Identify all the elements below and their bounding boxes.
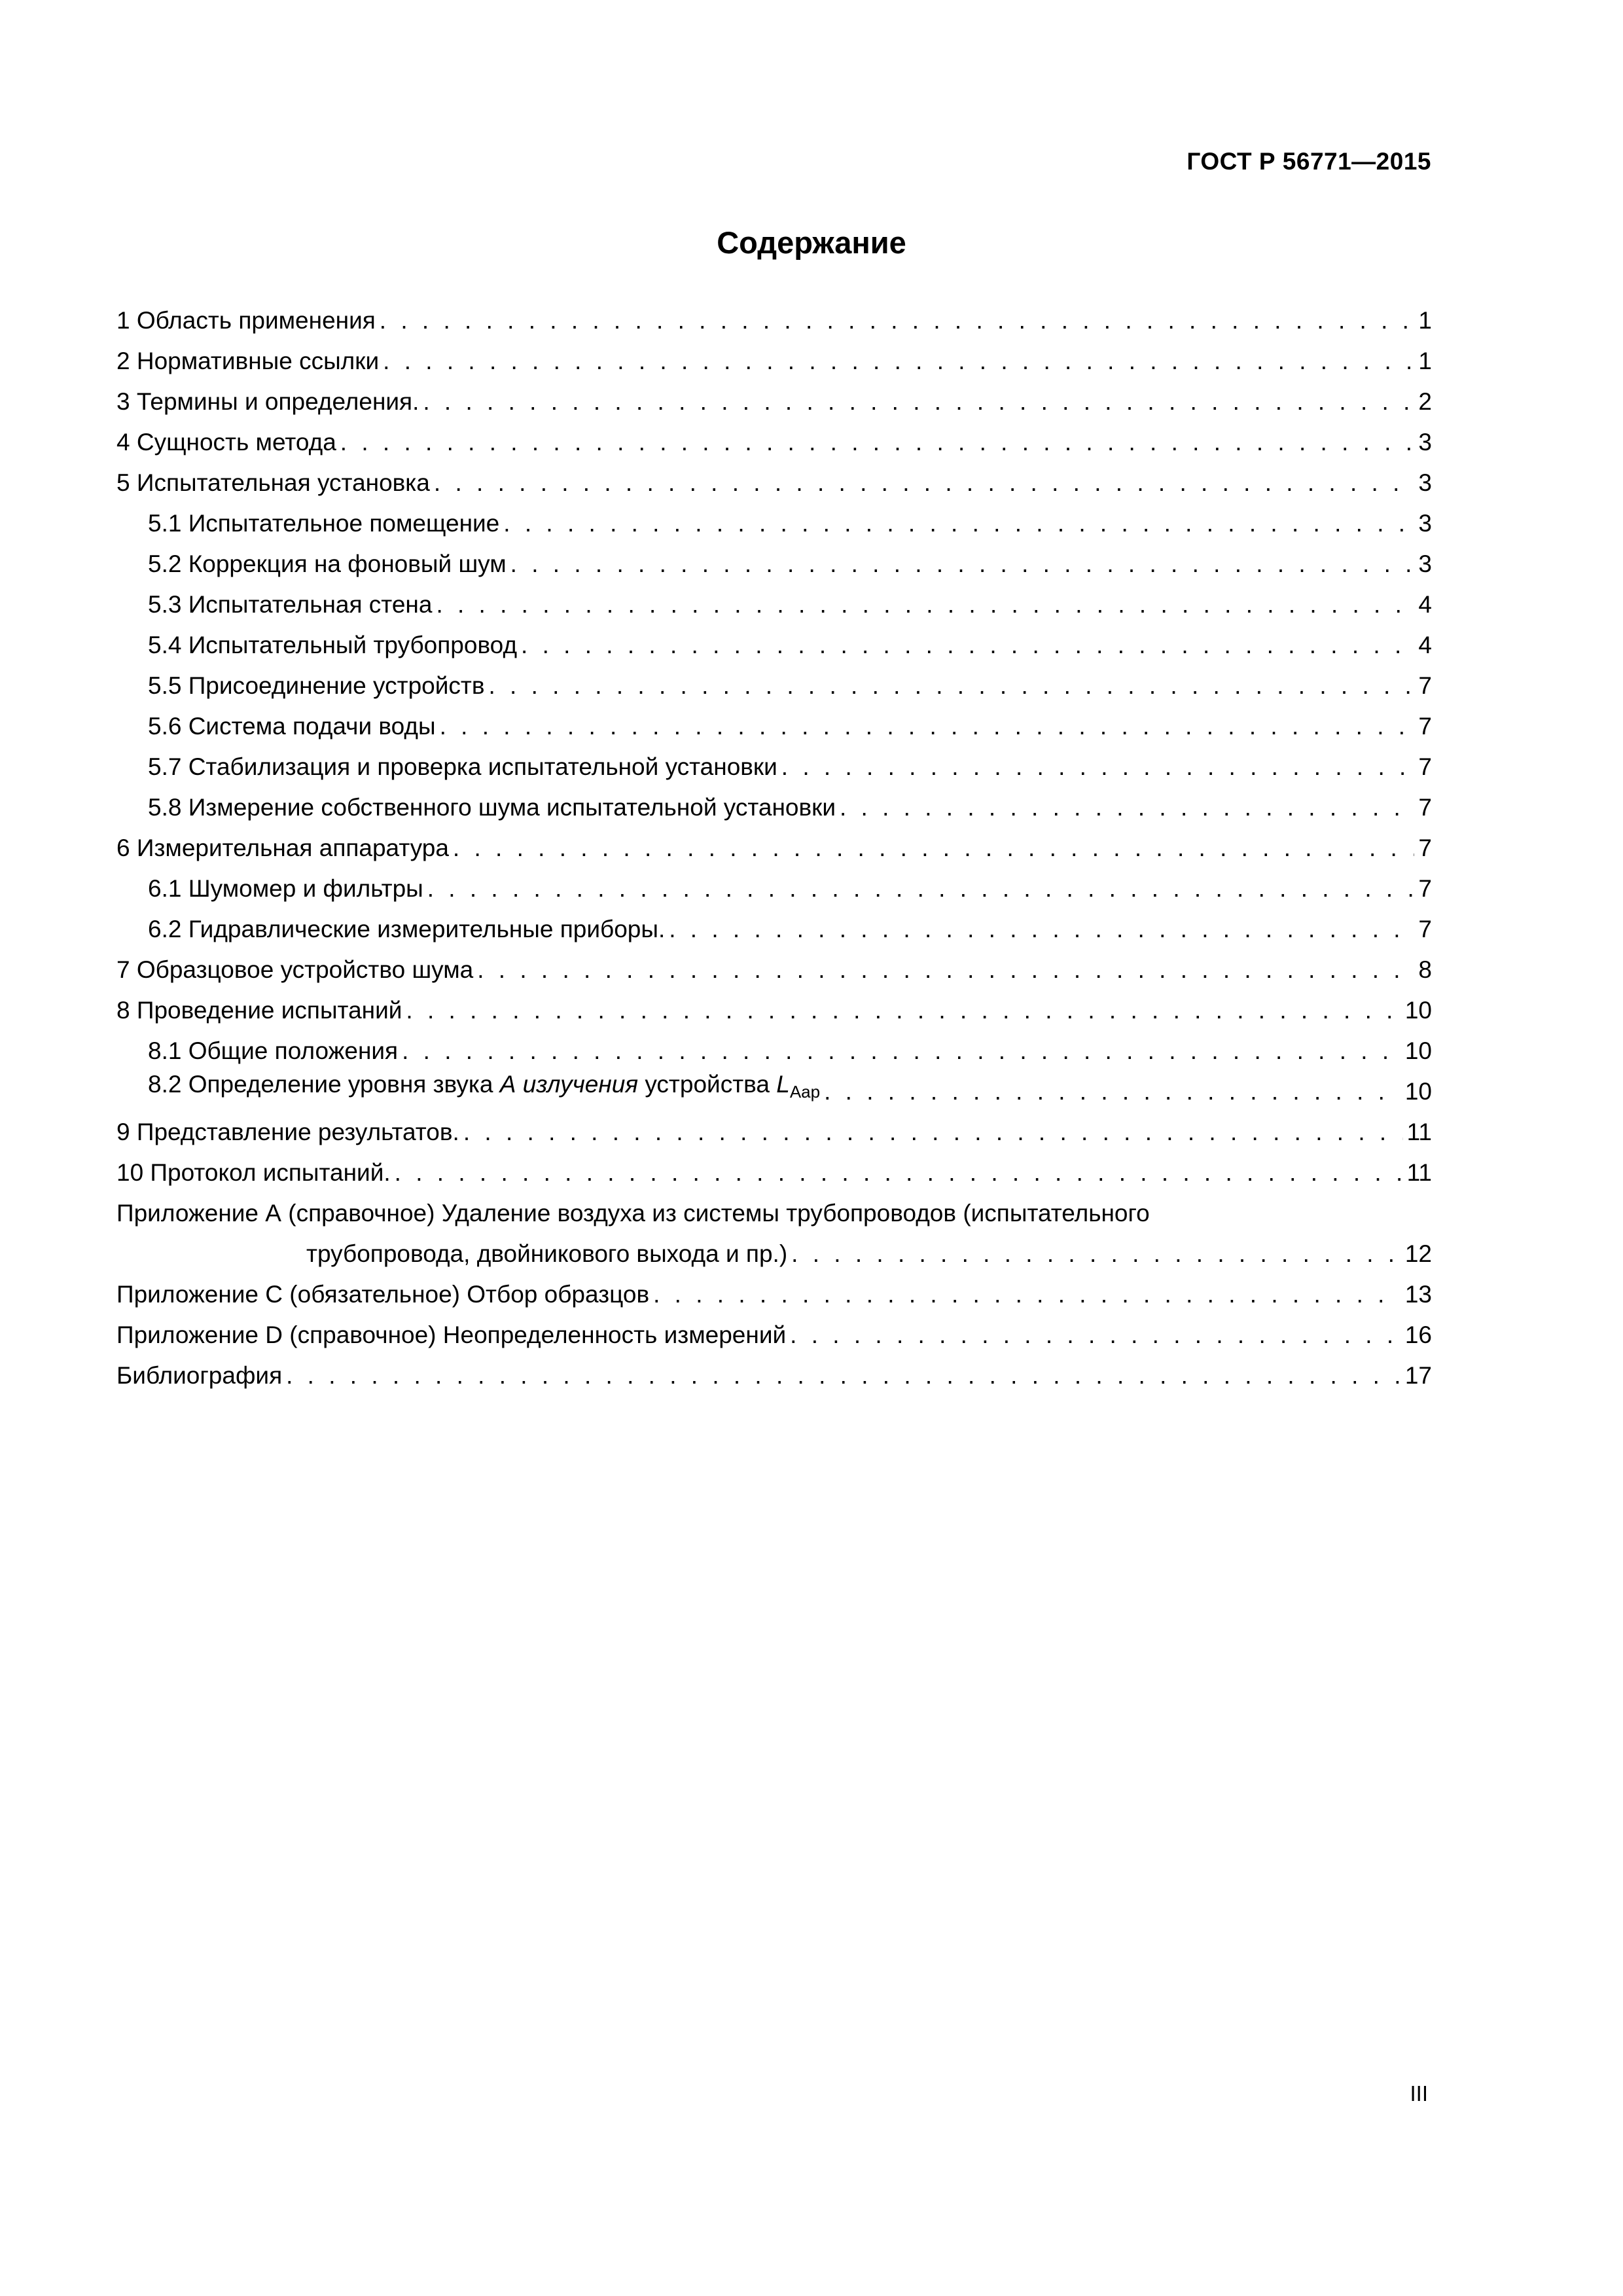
toc-page-number: 3 [1418, 429, 1432, 456]
toc-page-number: 7 [1418, 875, 1432, 902]
dot-leader [427, 875, 1415, 903]
dot-leader [653, 1281, 1401, 1308]
toc-entry-5-2[interactable] [116, 537, 1432, 578]
toc-page-number: 12 [1404, 1240, 1432, 1267]
dot-leader [477, 956, 1414, 984]
page-number: III [1410, 2081, 1428, 2106]
dot-leader [791, 1240, 1401, 1268]
toc-entry-text: 9 Представление результатов. [116, 1119, 459, 1145]
toc-entry-6[interactable] [116, 821, 1432, 862]
toc-entry-text-mid: устройства [638, 1071, 777, 1098]
toc-entry-text: 6.2 Гидравлические измерительные приборы. [148, 916, 666, 942]
toc-entry-text-italic: А излучения [499, 1071, 639, 1098]
dot-leader [510, 550, 1415, 578]
toc-entry-9[interactable] [116, 1105, 1432, 1146]
toc-entry-3[interactable] [116, 375, 1432, 416]
document-code: ГОСТ Р 56771—2015 [1186, 148, 1431, 175]
toc-entry-appendix-c[interactable] [116, 1268, 1432, 1308]
toc-entry-text: 8.1 Общие положения [148, 1037, 399, 1064]
dot-leader [781, 753, 1415, 781]
toc-entry-text: 8 Проведение испытаний [116, 997, 402, 1024]
dot-leader [453, 834, 1415, 862]
toc-entry-5-5[interactable] [116, 659, 1432, 700]
toc-entry-text: 5.1 Испытательное помещение [148, 510, 500, 537]
toc-entry-text: 5 Испытательная установка [116, 469, 430, 496]
toc-entry-text: 5.5 Присоединение устройств [148, 672, 485, 699]
toc-entry-text: 3 Термины и определения. [116, 388, 419, 415]
toc-entry-line-2 [306, 1240, 1432, 1268]
toc-entry-text: Приложение С (обязательное) Отбор образцов [116, 1281, 650, 1308]
dot-leader [840, 794, 1414, 821]
dot-leader [489, 672, 1415, 700]
toc-page-number: 3 [1418, 469, 1432, 496]
toc-entry-2[interactable] [116, 334, 1432, 375]
toc-entry-4[interactable] [116, 416, 1432, 456]
toc-page-number: 7 [1418, 713, 1432, 740]
toc-page-number: 10 [1404, 1078, 1432, 1105]
toc-page-number: 13 [1404, 1281, 1432, 1308]
toc-entry-text: 5.2 Коррекция на фоновый шум [148, 550, 507, 577]
dot-leader [380, 307, 1415, 334]
toc-entry-text: 2 Нормативные ссылки [116, 348, 380, 374]
toc-page-number: 8 [1418, 956, 1432, 983]
toc-entry-text: 5.3 Испытательная стена [148, 591, 433, 618]
toc-page-number: 10 [1404, 997, 1432, 1024]
toc-page-number: 17 [1404, 1362, 1432, 1389]
toc-entry-text: 6.1 Шумомер и фильтры [148, 875, 423, 902]
sound-level-symbol: L [776, 1071, 790, 1098]
toc-page-number: 3 [1418, 510, 1432, 537]
toc-entry-text: 6 Измерительная аппаратура [116, 834, 449, 861]
dot-leader [440, 713, 1415, 740]
toc-entry-8-1[interactable] [116, 1024, 1432, 1065]
toc-entry-text [148, 1071, 820, 1105]
toc-entry-appendix-a[interactable] [116, 1187, 1432, 1268]
toc-entry-10[interactable] [116, 1146, 1432, 1187]
toc-entry-text: 7 Образцовое устройство шума [116, 956, 474, 983]
dot-leader [383, 348, 1414, 375]
toc-entry-5-1[interactable] [116, 497, 1432, 537]
dot-leader [395, 1159, 1403, 1187]
toc-entry-text: 5.8 Измерение собственного шума испытательной установки [148, 794, 836, 821]
toc-page-number: 11 [1406, 1119, 1432, 1145]
dot-leader [423, 388, 1414, 416]
toc-entry-8[interactable] [116, 984, 1432, 1024]
sound-level-symbol-subscript: Aap [789, 1082, 821, 1102]
dot-leader [669, 916, 1414, 943]
toc-page-number: 1 [1418, 307, 1432, 334]
dot-leader [286, 1362, 1401, 1390]
toc-title: Содержание [717, 225, 906, 260]
toc-entry-text: 10 Протокол испытаний. [116, 1159, 391, 1186]
toc-page-number: 7 [1418, 916, 1432, 942]
toc-entry-text: Приложение D (справочное) Неопределенность измерений [116, 1321, 787, 1348]
dot-leader [406, 997, 1400, 1024]
toc-entry-text-prefix: 8.2 Определение уровня звука [148, 1071, 500, 1098]
dot-leader [521, 632, 1414, 659]
toc-entry-text-line-1: Приложение А (справочное) Удаление воздуха из системы трубопроводов (испытательного [116, 1200, 1150, 1227]
toc-entry-5-6[interactable] [116, 700, 1432, 740]
toc-entry-6-2[interactable] [116, 903, 1432, 943]
toc-page-number: 4 [1418, 632, 1432, 658]
toc-page-number: 2 [1418, 388, 1432, 415]
toc-entry-6-1[interactable] [116, 862, 1432, 903]
toc-entry-text-line-2: трубопровода, двойникового выхода и пр.) [306, 1240, 788, 1267]
toc-page-number: 4 [1418, 591, 1432, 618]
dot-leader [824, 1078, 1401, 1105]
toc-entry-5-4[interactable] [116, 619, 1432, 659]
dot-leader [340, 429, 1415, 456]
toc-page-number: 16 [1404, 1321, 1432, 1348]
toc-entry-text: 5.4 Испытательный трубопровод [148, 632, 518, 658]
dot-leader [790, 1321, 1401, 1349]
toc-page-number: 10 [1404, 1037, 1432, 1064]
toc-entry-5-7[interactable] [116, 740, 1432, 781]
dot-leader [436, 591, 1414, 619]
toc-page-number: 1 [1418, 348, 1432, 374]
toc-entry-text: Библиография [116, 1362, 283, 1389]
toc-page-number: 11 [1406, 1159, 1432, 1186]
toc-entry-text: 5.7 Стабилизация и проверка испытательной установки [148, 753, 777, 780]
dot-leader [402, 1037, 1401, 1065]
dot-leader [434, 469, 1415, 497]
toc-page-number: 7 [1418, 672, 1432, 699]
toc-entry-5[interactable] [116, 456, 1432, 497]
toc-entry-bibliography[interactable] [116, 1349, 1432, 1390]
toc-entry-5-8[interactable] [116, 781, 1432, 821]
table-of-contents [116, 294, 1432, 1390]
toc-page-number: 7 [1418, 753, 1432, 780]
toc-entry-text: 1 Область применения [116, 307, 376, 334]
toc-entry-7[interactable] [116, 943, 1432, 984]
toc-entry-1[interactable] [116, 294, 1432, 334]
toc-entry-text: 5.6 Система подачи воды [148, 713, 436, 740]
toc-page-number: 7 [1418, 834, 1432, 861]
toc-entry-appendix-d[interactable] [116, 1308, 1432, 1349]
dot-leader [503, 510, 1414, 537]
toc-page-number: 3 [1418, 550, 1432, 577]
dot-leader [463, 1119, 1403, 1146]
toc-page-number: 7 [1418, 794, 1432, 821]
toc-entry-5-3[interactable] [116, 578, 1432, 619]
toc-entry-8-2[interactable] [116, 1065, 1432, 1105]
toc-entry-text: 4 Сущность метода [116, 429, 336, 456]
